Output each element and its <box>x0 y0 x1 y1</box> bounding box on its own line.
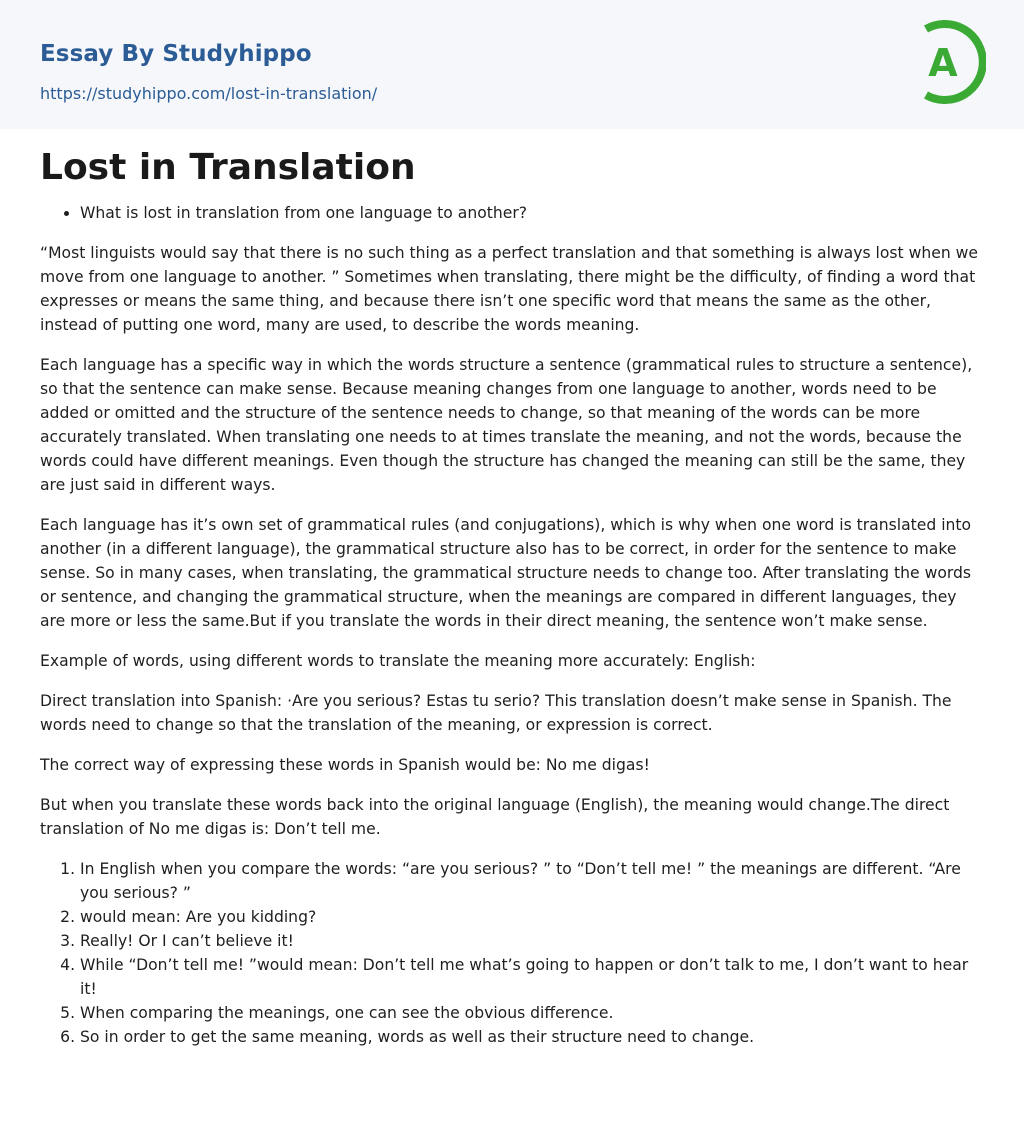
paragraph: “Most linguists would say that there is no such thing as a perfect translation and that something is always lost when we move from one language to another. ” Sometimes when translating, there might be the difficulty, of finding a word that expresses or means the same thing, and because there isn’t one specific word that means the same as the other, instead of putting one word, many are used, to describe the words meaning. <box>40 244 979 334</box>
list-item: 4. While “Don’t tell me! ”would mean: Don’t tell me what’s going to happen or don’t talk to me, I don’t want to hear it! <box>80 953 984 1001</box>
list-item: 5. When comparing the meanings, one can see the obvious difference. <box>80 1001 984 1025</box>
site-header <box>0 0 1024 129</box>
page-title: Lost in Translation <box>40 147 416 188</box>
paragraph: Each language has it’s own set of grammatical rules (and conjugations), which is why when one word is translated into another (in a different language), the grammatical structure also has to be correct, in order for the sentence to make sense. So in many cases, when translating, the grammatical structure needs to change too. After translating the words or sentence, and changing the grammatical structure, when the meanings are compared in different languages, they are more or less the same.But if you translate the words in their direct meaning, the sentence won’t make sense. <box>40 516 972 630</box>
list-item: 2. would mean: Are you kidding? <box>80 905 984 929</box>
list-item: 1. In English when you compare the words: “are you serious? ” to “Don’t tell me! ” the meanings are different. “Are you serious? ” <box>80 857 984 905</box>
logo-letter: A <box>928 41 958 85</box>
question-item: • What is lost in translation from one language to another? <box>80 201 984 225</box>
brand-title: Essay By Studyhippo <box>40 41 312 67</box>
paragraph: Direct translation into Spanish: ·Are you serious? Estas tu serio? This translation doesn’t make sense in Spanish. The words need to change so that the translation of the meaning, or expression is correct. <box>40 692 952 734</box>
list-item: 3. Really! Or I can’t believe it! <box>80 929 984 953</box>
list-item: 6. So in order to get the same meaning, words as well as their structure need to change. <box>80 1025 984 1049</box>
numbered-list <box>40 857 984 1049</box>
paragraph: Example of words, using different words to translate the meaning more accurately: English: <box>40 652 756 670</box>
question-list <box>40 201 984 225</box>
studyhippo-logo-icon <box>916 19 986 105</box>
article <box>0 129 1024 1049</box>
source-url-link[interactable]: https://studyhippo.com/lost-in-translation/ <box>40 84 378 103</box>
paragraph: The correct way of expressing these words in Spanish would be: No me digas! <box>40 756 650 774</box>
paragraph: But when you translate these words back into the original language (English), the meaning would change.The direct translation of No me digas is: Don’t tell me. <box>40 796 950 838</box>
paragraph: Each language has a specific way in which the words structure a sentence (grammatical rules to structure a sentence), so that the sentence can make sense. Because meaning changes from one language to another, words need to be added or omitted and the structure of the sentence needs to change, so that meaning of the words can be more accurately translated. When translating one needs to at times translate the meaning, and not the words, because the words could have different meanings. Even though the structure has changed the meaning can still be the same, they are just said in different ways. <box>40 356 973 494</box>
